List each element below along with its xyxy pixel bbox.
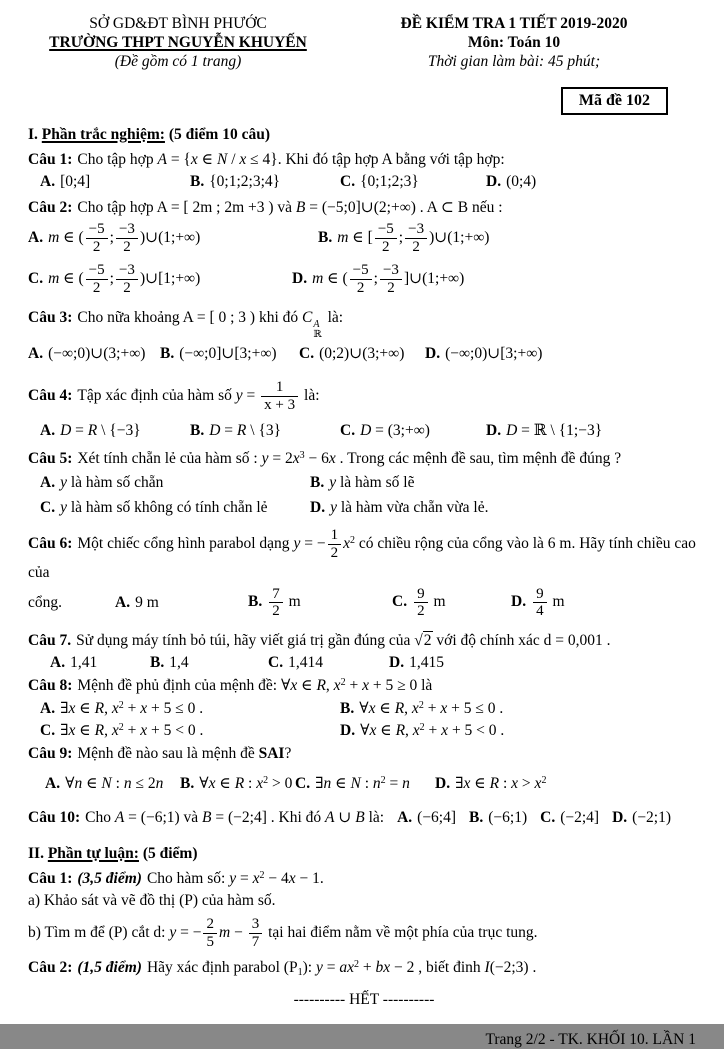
question-8-options-ab <box>28 699 700 719</box>
essay-question-1 <box>28 869 700 889</box>
question-5 <box>28 449 700 469</box>
q5-option-a: A. y là hàm số chẵn <box>40 474 164 492</box>
q1-option-b: B. {0;1;2;3;4} <box>190 172 281 190</box>
essay-q1-part-b: b) Tìm m để (P) cắt d: y = − $\frac{2}{5}$ m − $\frac{3}{7}$ tại hai điểm nằm về một phía của trục tung. <box>28 916 538 951</box>
question-1-label: Câu 1: <box>28 150 73 168</box>
question-3-label: Câu 3: <box>28 308 73 326</box>
essay-question-2 <box>28 958 700 978</box>
department-name: SỞ GD&ĐT BÌNH PHƯỚC <box>89 15 267 32</box>
section-essay-heading: II. Phần tự luận: (5 điểm) <box>28 844 198 862</box>
question-9-label: Câu 9: <box>28 745 73 763</box>
question-5-options-cd <box>28 498 700 518</box>
question-7-label: Câu 7. <box>28 632 72 650</box>
essay-q2-stem: Hãy xác định parabol $(P_1)$: $y = ax^2$ + bx − 2 , biết đinh I(−2;3) . <box>146 958 537 978</box>
question-1 <box>28 150 700 170</box>
q9-option-c: C. ∃n ∈ N : $n^2 = n$ <box>295 775 410 793</box>
question-6-label: Câu 6: <box>28 534 73 552</box>
question-8-options-cd <box>28 721 700 741</box>
q3-option-d: D. (−∞;0)∪[3;+∞) <box>425 345 543 363</box>
question-10-stem: Cho A = (−6;1) và B = (−2;4] . Khi đó A ∪ B là: <box>85 808 385 826</box>
question-4-options <box>28 421 700 441</box>
q10-option-d: D. (−2;1) <box>612 808 672 826</box>
q2-option-d: D. m ∈ ( $\frac{-5}{2}$ ; $\frac{-3}{2}$ ]∪(1;+∞) <box>292 261 465 296</box>
question-9-stem: Mệnh đề nào sau là mệnh đề SAI? <box>77 745 292 763</box>
end-of-exam-line: ---------- HẾT ---------- <box>293 990 435 1008</box>
question-1-options <box>28 172 700 192</box>
essay-q1-label: Câu 1: <box>28 869 73 887</box>
question-6-options <box>28 585 700 622</box>
q6-option-a: A. 9 m <box>115 593 159 611</box>
question-8 <box>28 676 700 696</box>
question-6-stem: Một chiếc cổng hình parabol dạng y = − $\frac{1}{2}$ $x^2$ có chiều rộng của cổng vào là 6 m. Hãy tính chiều cao của <box>28 527 696 581</box>
q10-option-a: A. (−6;4] <box>397 808 457 826</box>
question-2-label: Câu 2: <box>28 199 73 217</box>
q1-option-a: A. [0;4] <box>40 172 91 190</box>
essay-q1-stem: Cho hàm số: $y = x^2 - 4x - 1$. <box>146 869 324 887</box>
exam-code-box: Mã đề 102 <box>561 87 668 115</box>
question-10-label: Câu 10: <box>28 808 81 826</box>
essay-q2-label: Câu 2: <box>28 958 73 976</box>
question-3-options <box>28 344 700 364</box>
question-9-options <box>28 774 700 794</box>
section-essay-title: Phần tự luận: <box>47 844 139 862</box>
header-right-block <box>328 14 700 71</box>
question-5-label: Câu 5: <box>28 449 73 467</box>
q7-option-d: D. 1,415 <box>389 653 444 671</box>
question-7-stem: Sử dụng máy tính bỏ túi, hãy viết giá trị gần đúng của √2 với độ chính xác d = 0,001 . <box>76 632 611 650</box>
q7-option-b: B. 1,4 <box>150 653 189 671</box>
q1-option-c: C. {0;1;2;3} <box>340 172 419 190</box>
q4-option-b: B. D = R \ {3} <box>190 421 282 439</box>
question-4-label: Câu 4: <box>28 386 73 404</box>
question-1-stem: Cho tập hợp A = {x ∈ N / x ≤ 4}. Khi đó tập hợp A bằng với tập hợp: <box>77 150 505 168</box>
essay-q1-part-a: a) Khảo sát và vẽ đồ thị (P) của hàm số. <box>28 892 276 910</box>
q2-option-b: B. m ∈ [ $\frac{-5}{2}$ ; $\frac{-3}{2}$ )∪(1;+∞) <box>318 221 490 256</box>
q5-option-c: C. y là hàm số không có tính chẵn lẻ <box>40 499 268 517</box>
question-4 <box>28 378 700 415</box>
q6-option-c: C. $\frac{9}{2}$ m <box>392 585 446 620</box>
question-2-stem: Cho tập hợp A = [ 2m ; 2m +3 ) và B = (−5;0]∪(2;+∞) . A ⊂ B nếu : <box>77 199 503 217</box>
q9-option-b: B. ∀x ∈ R : $x^2 > 0$ <box>180 775 293 793</box>
q9-option-d: D. ∃x ∈ R : $x > x^2$ <box>435 775 547 793</box>
q8-option-d: D. ∀x ∈ R, $x^2 + x + 5 < 0$ . <box>340 722 505 740</box>
page-count-note: (Đề gồm có 1 trang) <box>114 53 242 70</box>
q4-option-a: A. D = R \ {−3} <box>40 421 141 439</box>
question-2-options-cd <box>28 261 700 298</box>
q9-option-a: A. ∀n ∈ N : n ≤ 2n <box>45 775 164 793</box>
duration-line: Thời gian làm bài: 45 phút; <box>427 53 601 70</box>
question-7-options <box>28 653 700 673</box>
q3-option-a: A. (−∞;0)∪(3;+∞) <box>28 345 146 363</box>
q6-stem-carry: cổng. <box>28 593 63 611</box>
question-7 <box>28 631 700 651</box>
q10-option-c: C. (−2;4] <box>540 808 600 826</box>
question-2 <box>28 198 700 218</box>
header-left-block <box>28 14 328 71</box>
q10-option-b: B. (−6;1) <box>469 808 528 826</box>
q3-option-b: B. (−∞;0]∪[3;+∞) <box>160 345 277 363</box>
school-name: TRƯỜNG THPT NGUYỄN KHUYẾN <box>49 34 307 51</box>
q7-option-c: C. 1,414 <box>268 653 323 671</box>
q8-option-a: A. ∃x ∈ R, $x^2 + x + 5 \le 0$ . <box>40 699 204 717</box>
question-6 <box>28 526 700 582</box>
q2-option-a: A. m ∈ ( $\frac{-5}{2}$ ; $\frac{-3}{2}$ )∪(1;+∞) <box>28 221 201 256</box>
q4-option-c: C. D = (3;+∞) <box>340 421 430 439</box>
question-5-options-ab <box>28 473 700 493</box>
question-2-options-ab <box>28 220 700 257</box>
q3-option-c: C. (0;2)∪(3;+∞) <box>299 345 405 363</box>
q4-option-d: D. D = ℝ \ {1;−3} <box>486 421 603 439</box>
question-5-stem: Xét tính chẵn lẻ của hàm số : $y = 2x^3 - 6x$ . Trong các mệnh đề sau, tìm mệnh đề đúng ? <box>77 449 622 467</box>
q2-option-c: C. m ∈ ( $\frac{-5}{2}$ ; $\frac{-3}{2}$ )∪[1;+∞) <box>28 261 201 296</box>
q5-option-d: D. y là hàm vừa chẵn vừa lẻ. <box>310 499 489 517</box>
question-8-stem: Mệnh đề phủ định của mệnh đề: ∀x ∈ R, $x^2 + x + 5 \ge 0$ là <box>77 676 433 694</box>
q8-option-b: B. ∀x ∈ R, $x^2 + x + 5 \le 0$ . <box>340 699 504 717</box>
exam-code-row <box>28 87 700 117</box>
section-mc-title: Phần trắc nghiệm: <box>41 126 165 143</box>
q1-option-d: D. (0;4) <box>486 172 537 190</box>
q5-option-b: B. y là hàm số lẽ <box>310 474 415 492</box>
q8-option-c: C. ∃x ∈ R, $x^2 + x + 5 < 0$ . <box>40 722 204 740</box>
question-8-label: Câu 8: <box>28 676 73 694</box>
subject-line: Môn: Toán 10 <box>467 34 561 51</box>
q6-option-d: D. $\frac{9}{4}$ m <box>511 585 565 620</box>
exam-title: ĐỀ KIỂM TRA 1 TIẾT 2019-2020 <box>400 15 628 32</box>
question-3 <box>28 308 700 342</box>
essay-q2-points: (1,5 điểm) <box>77 958 142 976</box>
page-header <box>28 14 700 71</box>
q7-option-a: A. 1,41 <box>50 653 98 671</box>
page-footer-info: Trang 2/2 - TK. KHỐI 10. LẦN 1 <box>485 1030 696 1048</box>
question-9 <box>28 744 700 764</box>
section-mc-heading: I. Phần trắc nghiệm: (5 điểm 10 câu) <box>28 126 270 143</box>
question-10 <box>28 808 700 828</box>
question-4-stem: Tập xác định của hàm số y = $\frac{1}{x + 3}$ là: <box>77 379 320 413</box>
essay-q1-points: (3,5 điểm) <box>77 869 142 887</box>
q6-option-b: B. $\frac{7}{2}$ m <box>248 585 301 620</box>
question-3-stem: Cho nữa khoảng A = [ 0 ; 3 ) khi đó C A ℝ là: <box>77 308 344 341</box>
